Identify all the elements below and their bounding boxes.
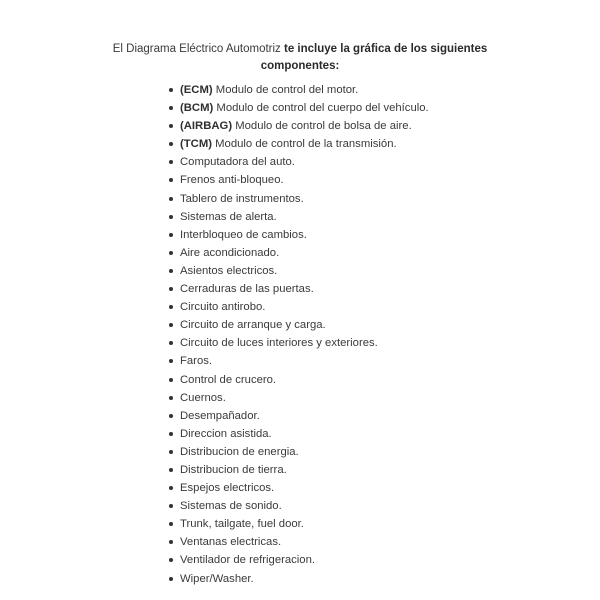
list-item <box>0 153 600 171</box>
list-item <box>0 190 600 208</box>
bullet-icon <box>169 251 173 255</box>
list-item <box>0 117 600 135</box>
bullet-icon <box>169 142 173 146</box>
list-item <box>0 443 600 461</box>
component-code: (AIRBAG) <box>180 120 233 133</box>
list-item <box>0 334 600 352</box>
list-item <box>0 262 600 280</box>
component-description: Ventilador de refrigeracion. <box>180 554 316 567</box>
component-description: Tablero de instrumentos. <box>180 192 304 205</box>
component-code: (BCM) <box>180 102 214 115</box>
component-description: Circuito de arranque y carga. <box>180 319 326 332</box>
list-item <box>0 280 600 298</box>
list-item <box>0 407 600 425</box>
list-item <box>0 171 600 189</box>
intro-plain-text: El Diagrama Eléctrico Automotriz <box>112 43 285 55</box>
bullet-icon <box>169 106 173 110</box>
bullet-icon <box>169 233 173 237</box>
bullet-icon <box>169 269 173 273</box>
bullet-icon <box>169 486 173 490</box>
bullet-icon <box>169 178 173 182</box>
component-description: Cuernos. <box>180 391 226 404</box>
bullet-icon <box>169 522 173 526</box>
component-description: Direccion asistida. <box>180 427 272 440</box>
bullet-icon <box>169 378 173 382</box>
list-item <box>0 81 600 99</box>
bullet-icon <box>169 396 173 400</box>
bullet-icon <box>169 432 173 436</box>
component-description: Computadora del auto. <box>180 156 295 169</box>
component-description: Interbloqueo de cambios. <box>180 228 307 241</box>
bullet-icon <box>169 160 173 164</box>
component-description: Espejos electricos. <box>180 482 275 495</box>
bullet-icon <box>169 323 173 327</box>
list-item <box>0 515 600 533</box>
bullet-icon <box>169 305 173 309</box>
component-description: Distribucion de tierra. <box>180 463 287 476</box>
list-item <box>0 551 600 569</box>
component-description: Trunk, tailgate, fuel door. <box>180 518 304 531</box>
bullet-icon <box>169 124 173 128</box>
bullet-icon <box>169 504 173 508</box>
bullet-icon <box>169 414 173 418</box>
list-item <box>0 226 600 244</box>
list-item <box>0 425 600 443</box>
bullet-icon <box>169 287 173 291</box>
component-description: Distribucion de energia. <box>180 445 299 458</box>
list-item <box>0 570 600 588</box>
list-item <box>0 533 600 551</box>
list-item <box>0 389 600 407</box>
list-item <box>0 135 600 153</box>
component-description: Frenos anti-bloqueo. <box>180 174 284 187</box>
bullet-icon <box>169 197 173 201</box>
component-description: Desempañador. <box>180 409 260 422</box>
bullet-icon <box>169 341 173 345</box>
bullet-icon <box>169 577 173 581</box>
intro-bold-text-continued: componentes: <box>260 60 340 72</box>
component-description: Circuito de luces interiores y exteriores. <box>180 337 378 350</box>
component-description: Modulo de control de la transmisión. <box>212 138 397 151</box>
component-description: Ventanas electricas. <box>180 536 282 549</box>
component-code: (ECM) <box>180 84 213 96</box>
list-item <box>0 352 600 370</box>
component-description: Sistemas de alerta. <box>180 210 277 223</box>
bullet-icon <box>169 468 173 472</box>
component-description: Aire acondicionado. <box>180 246 280 259</box>
component-description: Modulo de control del cuerpo del vehículo. <box>213 102 429 115</box>
list-item <box>0 497 600 515</box>
bullet-icon <box>169 450 173 454</box>
list-item <box>0 479 600 497</box>
component-description: Modulo de control de bolsa de aire. <box>232 120 412 133</box>
component-description: Wiper/Washer. <box>180 572 254 585</box>
list-item <box>0 99 600 117</box>
component-description: Modulo de control del motor. <box>212 84 359 96</box>
intro-bold-text: te incluye la gráfica de los siguientes <box>284 43 488 55</box>
list-item <box>0 244 600 262</box>
list-item <box>0 316 600 334</box>
list-item <box>0 208 600 226</box>
component-description: Cerraduras de las puertas. <box>180 283 314 296</box>
bullet-icon <box>169 215 173 219</box>
component-description: Asientos electricos. <box>180 264 278 277</box>
component-list <box>0 81 600 588</box>
bullet-icon <box>169 88 173 92</box>
component-description: Sistemas de sonido. <box>180 500 282 513</box>
bullet-icon <box>169 359 173 363</box>
component-description: Circuito antirobo. <box>180 301 266 314</box>
component-description: Faros. <box>180 355 213 368</box>
bullet-icon <box>169 558 173 562</box>
list-item <box>0 371 600 389</box>
list-item <box>0 298 600 316</box>
component-code: (TCM) <box>180 138 212 151</box>
bullet-icon <box>169 540 173 544</box>
list-item <box>0 461 600 479</box>
component-description: Control de crucero. <box>180 373 277 386</box>
intro-paragraph <box>100 41 500 75</box>
